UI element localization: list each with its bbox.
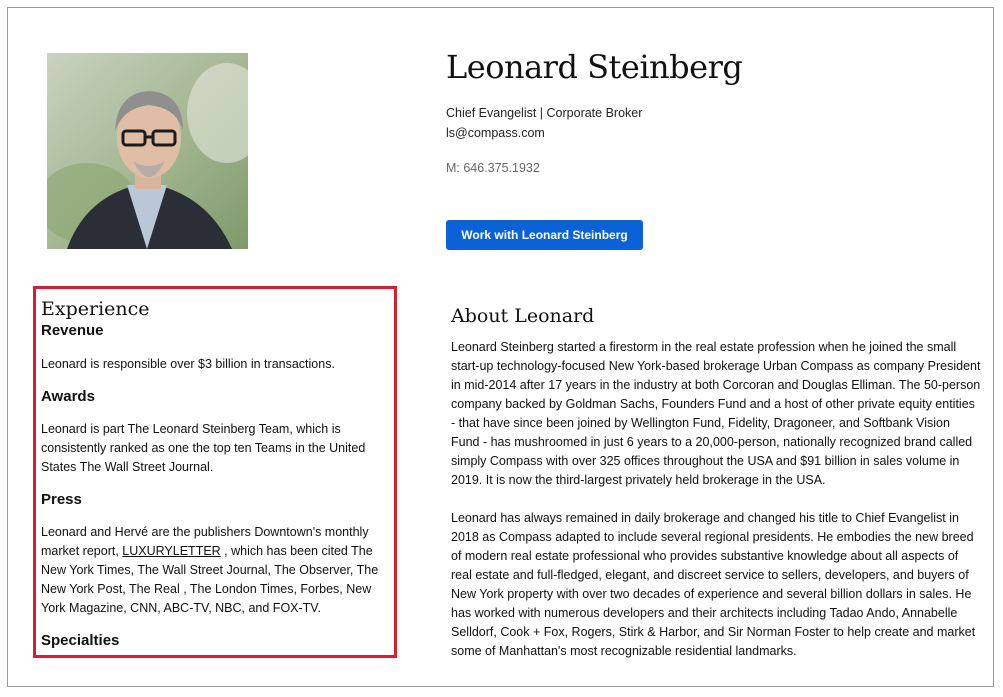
about-paragraph-1: Leonard Steinberg started a firestorm in the real estate profession when he joined the small start-up technology-focused New York-based brokerage Urban Compass as company President in mid-2014 after 17 years in the industry at both Corcoran and Douglas Elliman. The 50-person company backed by Goldman Sachs, Founders Fund and a host of other private equity entities - that have since been joined by Wellington Fund, Fidelity, Dragoneer, and Softbank Vision Fund - has mushroomed in just 6 years to a 20,000-person, nationally recognized brand called simply Compass with over 325 offices throughout the USA and $91 billion in sales volume in 2019. It is now the third-largest privately held brokerage in the USA. xyxy=(451,340,981,487)
work-with-agent-button[interactable]: Work with Leonard Steinberg xyxy=(446,220,643,250)
press-heading: Press xyxy=(41,491,82,508)
awards-heading: Awards xyxy=(41,388,95,405)
profile-photo xyxy=(47,53,248,249)
experience-section xyxy=(33,286,397,658)
press-text-before: Leonard and Hervé are the publishers Downtown's monthly market report, xyxy=(41,525,369,558)
agent-name: Leonard Steinberg xyxy=(446,48,743,86)
agent-phone[interactable]: M: 646.375.1932 xyxy=(446,161,540,175)
press-text-after: , which has been cited The New York Times, The Wall Street Journal, The Observer, The New York Post, The Real , The London Times, Forbes, New York Magazine, CNN, ABC-TV, NBC, and FOX-TV. xyxy=(41,544,379,615)
portrait-image xyxy=(47,53,248,249)
experience-heading: Experience xyxy=(41,298,150,320)
about-paragraph-2: Leonard has always remained in daily brokerage and changed his title to Chief Evangelist in 2018 as Compass adapted to include several regional presidents. He embodies the new breed of modern real estate professional who provides substantive knowledge about all aspects of real estate and full-fledged, elegant, and discreet service to sellers, developers, and buyers of New York property with over two decades of experience and several billion dollars in sales. He has worked with numerous developers and their architects including Tadao Ando, Annabelle Selldorf, Cook + Fox, Rogers, Stirk & Harbor, and Sir Norman Foster to help create and market some of Manhattan's most recognizable residential landmarks. xyxy=(451,511,976,658)
about-section xyxy=(451,304,981,661)
about-heading: About Leonard xyxy=(451,305,595,327)
awards-text: Leonard is part The Leonard Steinberg Team, which is consistently ranked as one the top ten Teams in the United States The Wall Street Journal. xyxy=(41,422,366,474)
revenue-text: Leonard is responsible over $3 billion in transactions. xyxy=(41,357,335,371)
agent-title: Chief Evangelist | Corporate Broker xyxy=(446,106,643,120)
luxuryletter-link[interactable]: LUXURYLETTER xyxy=(122,544,221,558)
revenue-heading: Revenue xyxy=(41,322,104,339)
press-text xyxy=(41,523,389,618)
specialties-heading: Specialties xyxy=(41,632,120,649)
agent-email-link[interactable]: ls@compass.com xyxy=(446,126,545,140)
